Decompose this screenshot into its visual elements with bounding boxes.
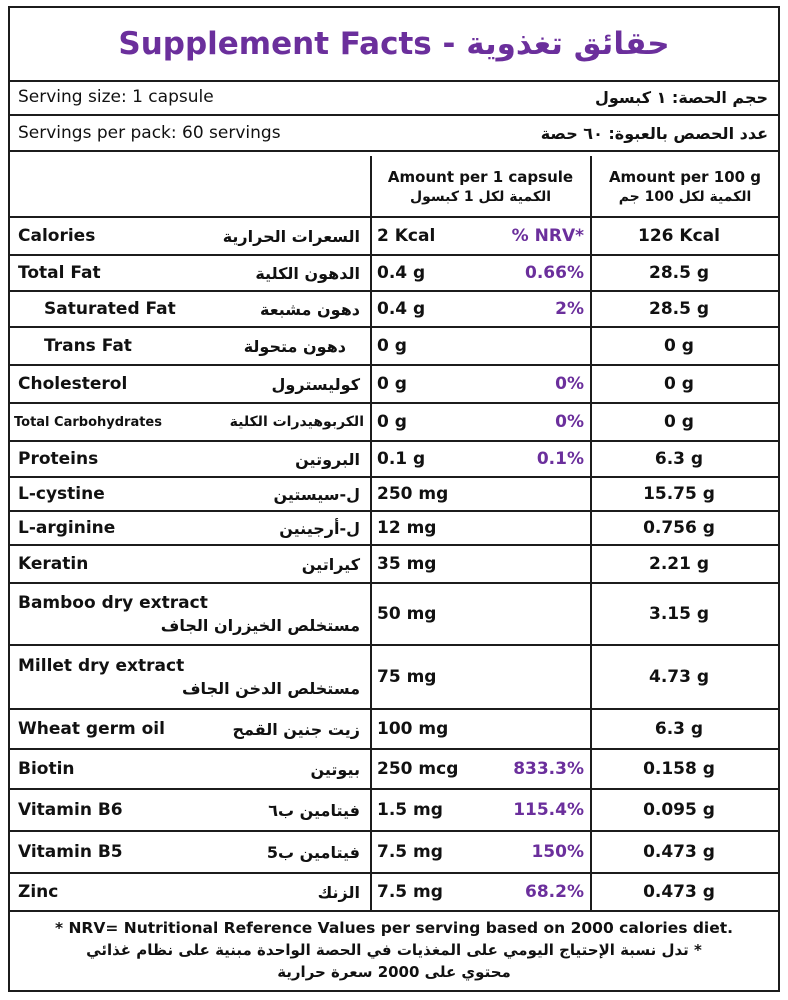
nrv-percent: % NRV*: [511, 226, 584, 246]
serving-size-row: [10, 80, 778, 116]
nutrient-name-ar: الكربوهيدرات الكلية: [229, 414, 364, 430]
nutrient-name-en: Calories: [18, 226, 96, 246]
table-row: [10, 832, 778, 874]
amount-per-100g: 0.756 g: [643, 518, 715, 538]
nrv-percent: 115.4%: [513, 800, 584, 820]
nutrient-name-en: Cholesterol: [18, 374, 128, 394]
table-row: [10, 366, 778, 404]
nutrient-name-ar: فيتامين ب٦: [268, 800, 360, 820]
amount-per-capsule: 0 g: [377, 336, 407, 356]
nrv-percent: 0%: [555, 374, 584, 394]
nrv-percent: 150%: [531, 842, 584, 862]
table-row: [10, 328, 778, 366]
nrv-percent: 0.66%: [525, 263, 584, 283]
amount-per-capsule: 2 Kcal: [377, 226, 436, 246]
nrv-percent: 0.1%: [536, 449, 584, 469]
amount-per-capsule: 75 mg: [377, 667, 437, 687]
header-blank-cell: [10, 156, 372, 216]
table-row: [10, 874, 778, 912]
table-row: [10, 646, 778, 710]
nutrient-name-ar: البروتين: [295, 449, 360, 469]
table-row: [10, 478, 778, 512]
amount-per-capsule: 0.4 g: [377, 299, 426, 319]
amount-per-100g: 0 g: [664, 374, 694, 394]
header-per-capsule: [372, 156, 592, 216]
label-title: Supplement Facts - حقائق تغذوية: [10, 8, 778, 82]
amount-per-100g: 0 g: [664, 336, 694, 356]
table-row: [10, 750, 778, 790]
nrv-percent: 68.2%: [525, 882, 584, 902]
nutrient-name-ar: دهون مشبعة: [259, 299, 360, 319]
header-per-100g-en: Amount per 100 g: [608, 167, 762, 186]
amount-per-100g: 0.095 g: [643, 800, 715, 820]
amount-per-100g: 0 g: [664, 412, 694, 432]
amount-per-capsule: 250 mcg: [377, 759, 459, 779]
amount-per-capsule: 0 g: [377, 374, 407, 394]
nutrient-name-ar: مستخلص الخيزران الجاف: [160, 616, 360, 635]
serving-size-en: Serving size: 1 capsule: [18, 87, 214, 107]
nutrient-name-ar: كيراتين: [301, 554, 360, 574]
footnote: [10, 908, 778, 992]
footnote-ar-line-2: محتوي على 2000 سعرة حرارية: [277, 963, 511, 981]
footnote-ar-line-1: * تدل نسبة الإحتياج اليومي على المغذيات في الحصة الواحدة مبنية على نظام غذائي: [86, 941, 702, 959]
nrv-percent: 833.3%: [513, 759, 584, 779]
nutrient-name-en: Saturated Fat: [44, 299, 176, 319]
nutrient-name-ar: كوليسترول: [271, 374, 360, 394]
table-row: [10, 710, 778, 750]
amount-per-capsule: 1.5 mg: [377, 800, 443, 820]
amount-per-capsule: 7.5 mg: [377, 842, 443, 862]
table-row: [10, 584, 778, 646]
table-row: [10, 546, 778, 584]
nutrient-name-en: Vitamin B5: [18, 842, 123, 862]
footnote-en: * NRV= Nutritional Reference Values per serving based on 2000 calories diet.: [54, 919, 734, 937]
amount-per-100g: 0.473 g: [643, 842, 715, 862]
amount-per-capsule: 250 mg: [377, 484, 449, 504]
amount-per-capsule: 0.1 g: [377, 449, 426, 469]
servings-per-pack-ar: عدد الحصص بالعبوة: ٦٠ حصة: [540, 123, 768, 143]
amount-per-100g: 28.5 g: [648, 263, 710, 283]
table-row: [10, 404, 778, 442]
nutrient-name-ar: ل-أرجينين: [279, 518, 360, 538]
amount-per-100g: 15.75 g: [643, 484, 715, 504]
amount-per-capsule: 50 mg: [377, 604, 437, 624]
nutrient-name-en: Vitamin B6: [18, 800, 123, 820]
table-header: [10, 156, 778, 218]
nutrient-name-en: Biotin: [18, 759, 75, 779]
amount-per-100g: 0.473 g: [643, 882, 715, 902]
nutrient-name-en: Total Carbohydrates: [14, 414, 162, 430]
nutrient-name-ar: مستخلص الدخن الجاف: [181, 679, 360, 698]
nutrient-name-ar: بيوتين: [310, 759, 360, 779]
amount-per-capsule: 0 g: [377, 412, 407, 432]
table-row: [10, 790, 778, 832]
amount-per-100g: 6.3 g: [654, 719, 704, 739]
amount-per-100g: 3.15 g: [648, 604, 710, 624]
amount-per-100g: 126 Kcal: [638, 226, 720, 246]
serving-size-ar: حجم الحصة: ١ كبسول: [594, 87, 768, 107]
amount-per-capsule: 100 mg: [377, 719, 449, 739]
amount-per-100g: 0.158 g: [643, 759, 715, 779]
nutrient-name-en: Bamboo dry extract: [18, 593, 208, 613]
nutrient-name-ar: الدهون الكلية: [255, 263, 360, 283]
nutrient-name-en: L-cystine: [18, 484, 105, 504]
amount-per-100g: 28.5 g: [648, 299, 710, 319]
nutrient-name-ar: دهون متحولة: [243, 336, 346, 356]
table-row: [10, 218, 778, 256]
nrv-percent: 0%: [555, 412, 584, 432]
nutrient-name-en: Proteins: [18, 449, 99, 469]
amount-per-capsule: 0.4 g: [377, 263, 426, 283]
nutrient-name-ar: فيتامين ب5: [266, 842, 360, 862]
nutrient-name-en: Keratin: [18, 554, 89, 574]
header-per-capsule-en: Amount per 1 capsule: [387, 167, 574, 186]
amount-per-capsule: 35 mg: [377, 554, 437, 574]
amount-per-100g: 4.73 g: [648, 667, 710, 687]
table-row: [10, 442, 778, 478]
amount-per-100g: 2.21 g: [648, 554, 710, 574]
nutrient-name-en: Total Fat: [18, 263, 101, 283]
amount-per-100g: 6.3 g: [654, 449, 704, 469]
nutrient-name-en: Millet dry extract: [18, 656, 185, 676]
header-per-100g-ar: الكمية لكل 100 جم: [618, 188, 752, 205]
nutrient-name-en: Wheat germ oil: [18, 719, 165, 739]
nutrient-name-en: Trans Fat: [44, 336, 132, 356]
nutrient-name-ar: ل-سيستين: [273, 484, 360, 504]
header-per-capsule-ar: الكمية لكل 1 كبسول: [409, 188, 552, 205]
servings-per-pack-row: [10, 116, 778, 152]
nutrient-name-ar: السعرات الحرارية: [222, 226, 360, 246]
table-row: [10, 292, 778, 328]
table-row: [10, 512, 778, 546]
amount-per-capsule: 7.5 mg: [377, 882, 443, 902]
table-row: [10, 256, 778, 292]
nutrient-name-en: L-arginine: [18, 518, 116, 538]
supplement-facts-label: [8, 6, 780, 992]
nutrient-name-ar: الزنك: [317, 882, 360, 902]
nutrient-name-ar: زيت جنين القمح: [232, 719, 360, 739]
header-per-100g: [592, 156, 778, 216]
nutrient-name-en: Zinc: [18, 882, 59, 902]
servings-per-pack-en: Servings per pack: 60 servings: [18, 123, 281, 143]
nrv-percent: 2%: [555, 299, 584, 319]
amount-per-capsule: 12 mg: [377, 518, 437, 538]
